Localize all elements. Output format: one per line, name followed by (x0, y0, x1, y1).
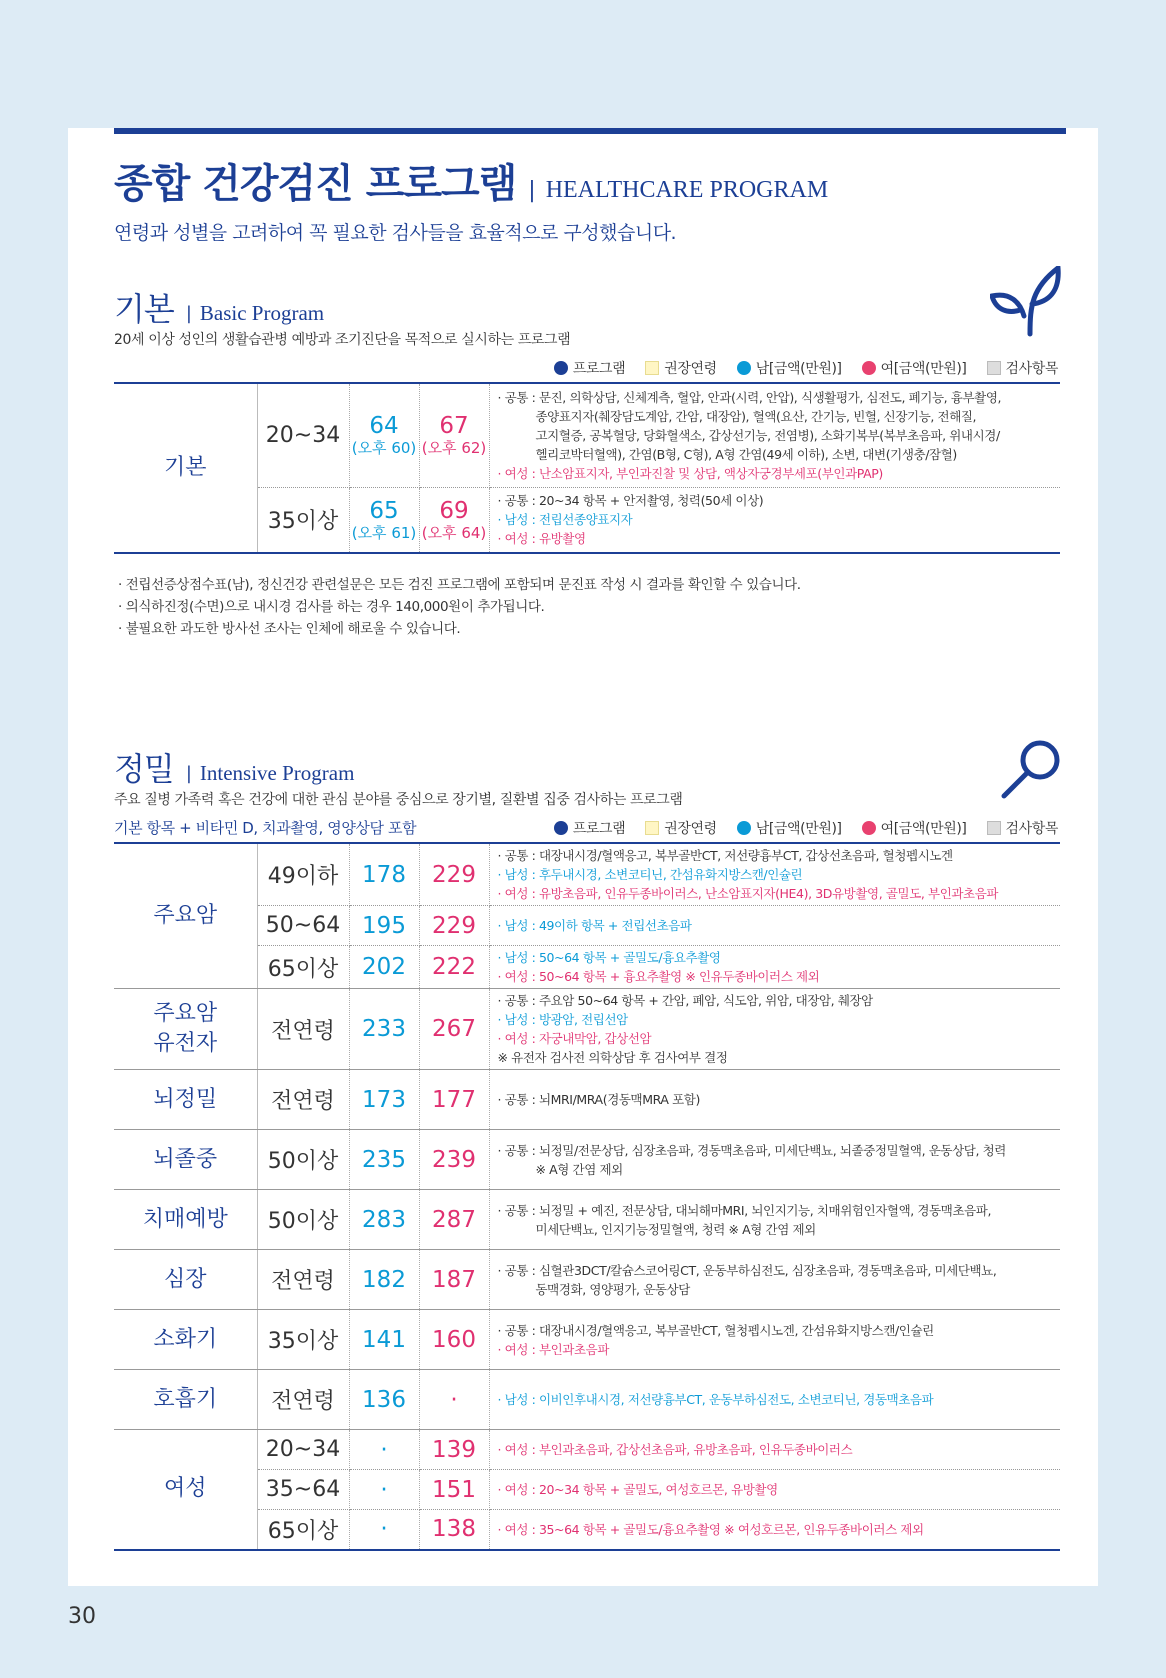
exam-items (489, 843, 1060, 906)
program-name (114, 1370, 257, 1430)
title-separator: | (528, 178, 536, 203)
male-price-text: · (380, 1436, 388, 1463)
footnote: · 불필요한 과도한 방사선 조사는 인체에 해로울 수 있습니다. (118, 621, 461, 637)
female-afternoon-price: (오후 64) (421, 523, 487, 542)
male-price-text: 65 (369, 497, 399, 524)
exam-items (489, 1130, 1060, 1190)
legend-label: 여[금액(만원)] (880, 821, 967, 837)
female-price (419, 1070, 489, 1130)
legend-program (554, 358, 626, 378)
recommended-age-text: 50이상 (267, 1149, 339, 1174)
recommended-age (257, 487, 349, 553)
exam-items (489, 989, 1060, 1070)
recommended-age-text: 전연령 (271, 1018, 335, 1044)
exam-item-line: · 남성 : 후두내시경, 소변코티닌, 간섬유화지방스캔/인슐린 (497, 867, 803, 882)
exam-items (489, 1430, 1060, 1470)
male-price-text: 136 (362, 1386, 406, 1413)
recommended-age-text: 전연령 (271, 1389, 335, 1414)
exam-item-line: · 남성 : 이비인후내시경, 저선량흉부CT, 운동부하심전도, 소변코티닌, 경동맥초음파 (497, 1392, 934, 1407)
intensive-legend (534, 818, 1058, 838)
male-price (349, 383, 419, 487)
exam-item-line: · 여성 : 부인과초음파 (497, 1341, 610, 1357)
basic-table (114, 382, 1060, 554)
exam-items (489, 1250, 1060, 1310)
intensive-title-english: Intensive Program (199, 761, 355, 785)
male-price-text: 283 (362, 1206, 406, 1233)
female-price (419, 383, 489, 487)
page-subtitle: 연령과 성별을 고려하여 꼭 필요한 검사들을 효율적으로 구성했습니다. (114, 222, 677, 244)
legend-dot-male (737, 361, 751, 375)
recommended-age-text: 35이상 (267, 509, 339, 535)
exam-item-line: · 여성 : 난소암표지자, 부인과진찰 및 상담, 액상자궁경부세포(부인과PAP) (497, 465, 883, 481)
recommended-age-text: 35이상 (267, 1329, 339, 1354)
intensive-title-korean: 정밀 (114, 750, 174, 788)
male-price (349, 487, 419, 553)
female-price (419, 487, 489, 553)
exam-items (489, 1370, 1060, 1430)
exam-item-line: · 여성 : 20~34 항목 + 골밀도, 여성호르몬, 유방촬영 (497, 1482, 778, 1497)
legend-female (862, 818, 967, 838)
table-row (114, 989, 1060, 1070)
exam-item-line: 종양표지자(췌장담도계암, 간암, 대장암), 혈액(요산, 간기능, 빈혈, 신장기능, 전해질, (535, 408, 977, 424)
male-price (349, 1130, 419, 1190)
basic-footnotes (118, 574, 801, 640)
recommended-age (257, 906, 349, 946)
male-price-text: · (380, 1516, 388, 1543)
exam-items (489, 1310, 1060, 1370)
recommended-age (257, 1250, 349, 1310)
female-price-text: 229 (432, 912, 476, 939)
recommended-age (257, 1310, 349, 1370)
legend-items (987, 818, 1059, 838)
exam-item-line: · 공통 : 주요암 50~64 항목 + 간암, 폐암, 식도암, 위암, 대장암, 췌장암 (497, 993, 873, 1008)
recommended-age-text: 50이상 (267, 1209, 339, 1234)
male-price-text: 235 (362, 1146, 406, 1173)
recommended-age (257, 1130, 349, 1190)
exam-item-line: · 여성 : 유방촬영 (497, 531, 586, 547)
female-price-text: 187 (432, 1266, 476, 1293)
recommended-age-text: 50~64 (265, 913, 341, 938)
exam-item-line: · 남성 : 전립선종양표지자 (497, 512, 633, 528)
male-price (349, 1250, 419, 1310)
table-row (114, 1070, 1060, 1130)
program-name (114, 1250, 257, 1310)
recommended-age-text: 49이하 (267, 864, 339, 889)
male-price-text: 202 (362, 954, 406, 980)
legend-label: 프로그램 (572, 361, 626, 377)
female-price (419, 1430, 489, 1470)
exam-item-line: · 여성 : 자궁내막암, 갑상선암 (497, 1031, 652, 1046)
recommended-age (257, 383, 349, 487)
male-price-text: 141 (362, 1326, 406, 1353)
exam-item-line: · 공통 : 대장내시경/혈액응고, 복부골반CT, 혈청펩시노겐, 간섬유화지방스캔/인슐린 (497, 1322, 934, 1338)
exam-item-line: · 남성 : 50~64 항목 + 골밀도/흉요추촬영 (497, 950, 721, 965)
female-price (419, 1190, 489, 1250)
recommended-age-text: 65이상 (267, 1518, 339, 1544)
legend-dot-male (737, 821, 751, 835)
exam-item-line: · 여성 : 50~64 항목 + 흉요추촬영 ※ 인유두종바이러스 제외 (497, 969, 820, 984)
basic-title-korean: 기본 (114, 290, 174, 328)
exam-items (489, 946, 1060, 989)
intensive-title-separator: | (185, 763, 192, 784)
male-price (349, 1470, 419, 1510)
exam-item-line: 미세단백뇨, 인지기능정밀혈액, 청력 ※ A형 간염 제외 (535, 1221, 816, 1237)
table-row (114, 843, 1060, 906)
recommended-age-text: 전연령 (271, 1269, 335, 1294)
intensive-heading (114, 744, 354, 790)
exam-item-line: · 공통 : 문진, 의학상담, 신체계측, 혈압, 안과(시력, 안압), 식생활평가, 심전도, 폐기능, 흉부촬영, (497, 389, 1002, 405)
female-price (419, 843, 489, 906)
male-price (349, 1310, 419, 1370)
legend-dot-female (862, 821, 876, 835)
magnifier-icon (1000, 738, 1064, 802)
legend-male (737, 818, 842, 838)
legend-label: 권장연령 (664, 361, 717, 377)
exam-items (489, 906, 1060, 946)
male-price-text: 195 (362, 912, 406, 939)
female-price (419, 906, 489, 946)
program-name (114, 383, 257, 553)
legend-label: 검사항목 (1005, 821, 1058, 837)
female-price (419, 1510, 489, 1550)
recommended-age-text: 전연령 (271, 1089, 335, 1114)
intensive-table (114, 842, 1060, 1551)
female-price-text: 139 (432, 1436, 476, 1463)
female-price (419, 1310, 489, 1370)
female-price-text: 239 (432, 1146, 476, 1173)
program-name-text: 여성 (163, 1476, 207, 1502)
exam-item-line: ※ 유전자 검사전 의학상담 후 검사여부 결정 (497, 1050, 728, 1065)
male-price (349, 1370, 419, 1430)
table-row (114, 1370, 1060, 1430)
program-name (114, 989, 257, 1070)
male-price (349, 1190, 419, 1250)
exam-items (489, 383, 1060, 487)
exam-item-line: 동맥경화, 영양평가, 운동상담 (535, 1281, 690, 1297)
program-name-text: 주요암 (153, 1001, 218, 1026)
female-price (419, 1130, 489, 1190)
female-price-text: 267 (432, 1016, 476, 1042)
legend-dot-female (862, 361, 876, 375)
legend-label: 여[금액(만원)] (880, 361, 967, 377)
table-row (114, 1250, 1060, 1310)
legend-swatch-age (645, 361, 659, 375)
male-price-text: · (380, 1476, 388, 1503)
recommended-age-text: 35~64 (265, 1477, 341, 1502)
male-price (349, 1510, 419, 1550)
exam-items (489, 1190, 1060, 1250)
female-price-text: 67 (439, 413, 469, 440)
male-price (349, 946, 419, 989)
table-row (114, 1190, 1060, 1250)
program-name-text: 기본 (163, 455, 207, 480)
male-price (349, 1070, 419, 1130)
male-price-text: 233 (362, 1016, 406, 1042)
exam-item-line: · 남성 : 방광암, 전립선암 (497, 1012, 628, 1027)
page-number: 30 (68, 1604, 96, 1629)
program-name (114, 843, 257, 989)
program-name-text: 뇌졸중 (153, 1146, 218, 1172)
recommended-age (257, 1070, 349, 1130)
program-name (114, 1070, 257, 1130)
female-price-text: 69 (439, 497, 469, 524)
recommended-age-text: 65이상 (267, 956, 339, 982)
exam-items (489, 1510, 1060, 1550)
exam-item-line: · 공통 : 뇌정밀 + 예진, 전문상담, 대뇌해마MRI, 뇌인지기능, 치매위험인자혈액, 경동맥초음파, (497, 1202, 992, 1218)
basic-legend (534, 358, 1058, 378)
exam-item-line: · 공통 : 뇌정밀/전문상담, 심장초음파, 경동맥초음파, 미세단백뇨, 뇌졸중정밀혈액, 운동상담, 청력 (497, 1142, 1006, 1158)
basic-heading (114, 284, 324, 330)
female-price (419, 1370, 489, 1430)
footnote: · 의식하진정(수면)으로 내시경 검사를 하는 경우 140,000원이 추가됩니다. (118, 599, 545, 615)
exam-item-line: · 여성 : 부인과초음파, 갑상선초음파, 유방초음파, 인유두종바이러스 (497, 1442, 853, 1457)
exam-items (489, 487, 1060, 553)
program-name (114, 1430, 257, 1550)
legend-label: 프로그램 (572, 821, 626, 837)
title-english: HEALTHCARE PROGRAM (545, 177, 829, 203)
table-row (114, 1430, 1060, 1470)
male-price (349, 906, 419, 946)
legend-items (987, 358, 1059, 378)
female-price-text: 151 (432, 1476, 476, 1503)
exam-item-line: · 공통 : 심혈관3DCT/칼슘스코어링CT, 운동부하심전도, 심장초음파, 경동맥초음파, 미세단백뇨, (497, 1262, 997, 1278)
exam-item-line: · 여성 : 유방초음파, 인유두종바이러스, 난소암표지자(HE4), 3D유방촬영, 골밀도, 부인과초음파 (497, 886, 999, 901)
page-title (114, 152, 828, 209)
male-price (349, 843, 419, 906)
legend-program (554, 818, 626, 838)
exam-items (489, 1470, 1060, 1510)
legend-label: 검사항목 (1005, 361, 1058, 377)
program-name-text: 뇌정밀 (153, 1086, 218, 1112)
exam-item-line: · 남성 : 49이하 항목 + 전립선초음파 (497, 918, 692, 933)
program-name-text: 심장 (163, 1266, 207, 1292)
female-price-text: 287 (432, 1206, 476, 1233)
male-price (349, 1430, 419, 1470)
male-price-text: 173 (362, 1086, 406, 1113)
recommended-age-text: 20~34 (265, 422, 341, 448)
intensive-description: 주요 질병 가족력 혹은 건강에 대한 관심 분야를 중심으로 장기별, 질환별 집중 검사하는 프로그램 (114, 792, 683, 808)
male-price-text: 64 (369, 413, 399, 440)
legend-label: 남[금액(만원)] (755, 361, 842, 377)
basic-description: 20세 이상 성인의 생활습관병 예방과 조기진단을 목적으로 실시하는 프로그램 (114, 332, 571, 348)
program-name (114, 1310, 257, 1370)
exam-items (489, 1070, 1060, 1130)
recommended-age (257, 989, 349, 1070)
legend-swatch-items (987, 361, 1001, 375)
female-price-text: 138 (432, 1516, 476, 1543)
intensive-note: 기본 항목 + 비타민 D, 치과촬영, 영양상담 포함 (114, 819, 417, 837)
female-price-text: 222 (432, 954, 476, 980)
title-korean: 종합 건강검진 프로그램 (114, 161, 517, 207)
male-price-text: 182 (362, 1266, 406, 1293)
legend-swatch-age (645, 821, 659, 835)
program-name-text: 주요암 (153, 903, 218, 928)
legend-swatch-items (987, 821, 1001, 835)
male-afternoon-price: (오후 60) (351, 439, 417, 458)
program-name (114, 1190, 257, 1250)
program-name-text: 호흡기 (153, 1386, 218, 1412)
female-price (419, 946, 489, 989)
female-afternoon-price: (오후 62) (421, 439, 487, 458)
exam-item-line: ※ A형 간염 제외 (535, 1161, 623, 1177)
exam-item-line: 고지혈증, 공복혈당, 당화혈색소, 갑상선기능, 전염병), 소화기복부(복부초음파, 위내시경/ (535, 427, 1000, 443)
recommended-age (257, 1370, 349, 1430)
legend-dot-program (554, 361, 568, 375)
female-price-text: 229 (432, 861, 476, 888)
legend-male (737, 358, 842, 378)
male-price (349, 989, 419, 1070)
legend-label: 권장연령 (664, 821, 717, 837)
recommended-age (257, 1430, 349, 1470)
table-row (114, 1310, 1060, 1370)
exam-item-line: · 공통 : 대장내시경/혈액응고, 복부골반CT, 저선량흉부CT, 갑상선초음파, 혈청펩시노겐 (497, 848, 953, 863)
female-price (419, 1250, 489, 1310)
recommended-age (257, 1470, 349, 1510)
program-name (114, 1130, 257, 1190)
female-price (419, 1470, 489, 1510)
legend-label: 남[금액(만원)] (755, 821, 842, 837)
male-afternoon-price: (오후 61) (351, 523, 417, 542)
table-row (114, 1130, 1060, 1190)
female-price-text: · (450, 1386, 458, 1413)
exam-item-line: 헬리코박터혈액), 간염(B형, C형), A형 간염(49세 이하), 소변, 대변(기생충/잠혈) (535, 446, 957, 462)
female-price-text: 160 (432, 1326, 476, 1353)
program-name-text: 유전자 (153, 1031, 218, 1056)
exam-item-line: · 공통 : 뇌MRI/MRA(경동맥MRA 포함) (497, 1092, 700, 1107)
male-price-text: 178 (362, 861, 406, 888)
legend-dot-program (554, 821, 568, 835)
sprout-icon (990, 266, 1062, 338)
table-row (114, 383, 1060, 487)
legend-female (862, 358, 967, 378)
basic-title-separator: | (185, 303, 192, 324)
female-price-text: 177 (432, 1086, 476, 1113)
legend-age (645, 818, 717, 838)
recommended-age-text: 20~34 (265, 1437, 341, 1462)
program-name-text: 소화기 (153, 1326, 218, 1352)
exam-item-line: · 공통 : 20~34 항목 + 안저촬영, 청력(50세 이상) (497, 493, 764, 509)
footnote: · 전립선증상점수표(남), 정신건강 관련설문은 모든 검진 프로그램에 포함되며 문진표 작성 시 결과를 확인할 수 있습니다. (118, 577, 801, 593)
recommended-age (257, 946, 349, 989)
legend-age (645, 358, 717, 378)
exam-item-line: · 여성 : 35~64 항목 + 골밀도/흉요추촬영 ※ 여성호르몬, 인유두종바이러스 제외 (497, 1521, 924, 1537)
recommended-age (257, 1190, 349, 1250)
top-rule (114, 128, 1066, 134)
basic-title-english: Basic Program (199, 301, 325, 325)
recommended-age (257, 843, 349, 906)
program-name-text: 치매예방 (142, 1206, 228, 1232)
recommended-age (257, 1510, 349, 1550)
female-price (419, 989, 489, 1070)
